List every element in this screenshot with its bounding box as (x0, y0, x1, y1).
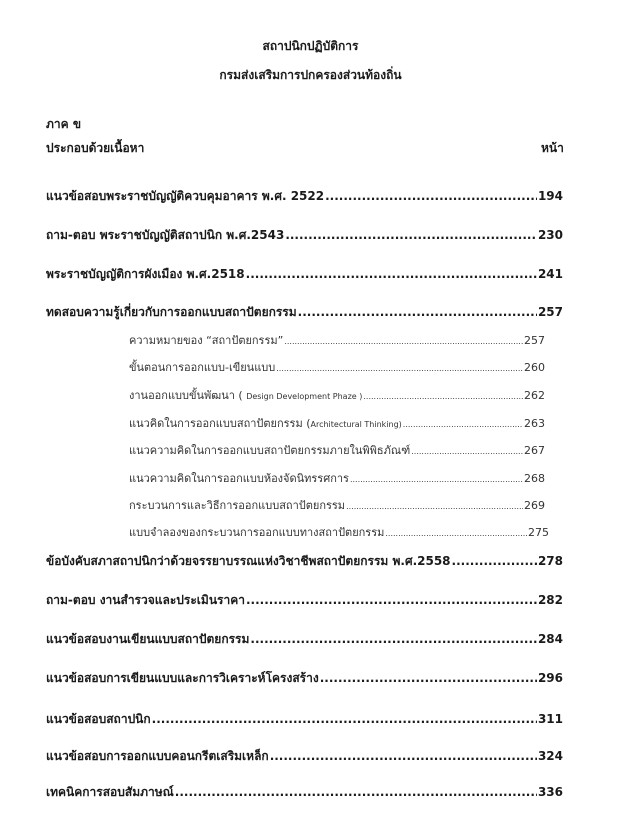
toc-subentry-title: ขั้นตอนการออกแบบ-เขียนแบบ (129, 361, 276, 374)
toc-subentry-page: 275 (528, 526, 549, 539)
toc-entry-page: 284 (537, 632, 563, 646)
toc-entry (46, 226, 563, 245)
toc-subentry-title: ความหมายของ “สถาปัตยกรรม” (129, 334, 284, 347)
toc-entry-page: 311 (537, 712, 563, 726)
dot-leader (411, 447, 523, 456)
toc-subentry (129, 386, 545, 404)
dot-leader (298, 305, 537, 319)
toc-subentry-page: 263 (524, 417, 545, 430)
toc-entry (46, 783, 563, 802)
toc-entry-page: 257 (537, 305, 563, 319)
toc-entry-title: แนวข้อสอบสถาปนิก (46, 712, 151, 726)
toc-entry-page: 241 (537, 267, 563, 281)
toc-subentry (129, 414, 545, 432)
toc-entry (46, 710, 563, 729)
dot-leader (452, 554, 537, 568)
toc-subentry (129, 358, 545, 376)
dot-leader (350, 475, 523, 484)
toc-entry-page: 282 (537, 593, 563, 607)
dot-leader (152, 712, 537, 726)
toc-subentry-title: งานออกแบบขั้นพัฒนา ( Design Development Phaze ) (129, 389, 363, 402)
toc-entry-page: 278 (537, 554, 563, 568)
toc-entry-page: 324 (537, 749, 563, 763)
dot-leader (320, 671, 537, 685)
toc-entry-title: แนวข้อสอบการเขียนแบบและการวิเคราะห์โครงสร้าง (46, 671, 319, 685)
part-label: ภาค ข (46, 117, 82, 131)
toc-subentry-title: แนวคิดในการออกแบบสถาปัตยกรรม (Architectural Thinking) (129, 417, 402, 430)
dot-leader (284, 337, 523, 346)
toc-subentry-page: 269 (524, 499, 545, 512)
toc-entry (46, 747, 563, 766)
toc-entry-title: แนวข้อสอบการออกแบบคอนกรีตเสริมเหล็ก (46, 749, 269, 763)
toc-subentry (129, 331, 545, 349)
dot-leader (325, 189, 537, 203)
toc-entry-page: 194 (537, 189, 563, 203)
page-column-label: หน้า (541, 141, 564, 155)
dot-leader (385, 529, 527, 538)
dot-leader (250, 632, 537, 646)
dot-leader (246, 267, 537, 281)
toc-subentry-title: แนวความคิดในการออกแบบสถาปัตยกรรมภายในพิพิธภัณฑ์ (129, 444, 411, 457)
dot-leader (363, 392, 523, 401)
toc-entry-page: 230 (537, 228, 563, 242)
toc-entry-title: แนวข้อสอบงานเขียนแบบสถาปัตยกรรม (46, 632, 250, 646)
toc-entry (46, 187, 563, 206)
toc-entry (46, 552, 563, 571)
dot-leader (175, 785, 537, 799)
contents-label: ประกอบด้วยเนื้อหา (46, 141, 145, 155)
toc-subentry-page: 262 (524, 389, 545, 402)
dot-leader (276, 364, 523, 373)
toc-entry (46, 630, 563, 649)
toc-entry (46, 669, 563, 688)
dot-leader (270, 749, 537, 763)
toc-subentry-title: กระบวนการและวิธีการออกแบบสถาปัตยกรรม (129, 499, 346, 512)
toc-entry (46, 303, 563, 322)
toc-entry-title: ถาม-ตอบ งานสำรวจและประเมินราคา (46, 593, 245, 607)
toc-subentry (129, 441, 545, 459)
dot-leader (346, 502, 523, 511)
document-title: สถาปนิกปฏิบัติการ (262, 39, 359, 53)
toc-subentry-page: 257 (524, 334, 545, 347)
toc-entry-title: แนวข้อสอบพระราชบัญญัติควบคุมอาคาร พ.ศ. 2522 (46, 189, 325, 203)
document-subtitle: กรมส่งเสริมการปกครองส่วนท้องถิ่น (219, 68, 402, 82)
dot-leader (246, 593, 537, 607)
toc-entry-title: เทคนิคการสอบสัมภาษณ์ (46, 785, 174, 799)
toc-subentry-title: แบบจำลองของกระบวนการออกแบบทางสถาปัตยกรรม (129, 526, 385, 539)
dot-leader (403, 420, 523, 429)
toc-entry-title: ข้อบังคับสภาสถาปนิกว่าด้วยจรรยาบรรณแห่งวิชาชีพสถาปัตยกรรม พ.ศ.2558 (46, 554, 451, 568)
toc-entry-page: 296 (537, 671, 563, 685)
toc-subentry-page: 260 (524, 361, 545, 374)
toc-entry (46, 591, 563, 610)
dot-leader (285, 228, 537, 242)
toc-subentry (129, 469, 545, 487)
toc-entry-title: ถาม-ตอบ พระราชบัญญัติสถาปนิก พ.ศ.2543 (46, 228, 285, 242)
toc-entry-title: ทดสอบความรู้เกี่ยวกับการออกแบบสถาปัตยกรรม (46, 305, 297, 319)
toc-subentry-page: 268 (524, 472, 545, 485)
toc-subentry (129, 496, 545, 514)
toc-entry-page: 336 (537, 785, 563, 799)
toc-subentry-page: 267 (524, 444, 545, 457)
toc-subentry (129, 523, 549, 541)
toc-entry-title: พระราชบัญญัติการผังเมือง พ.ศ.2518 (46, 267, 245, 281)
toc-entry (46, 265, 563, 284)
toc-subentry-title: แนวความคิดในการออกแบบห้องจัดนิทรรศการ (129, 472, 349, 485)
